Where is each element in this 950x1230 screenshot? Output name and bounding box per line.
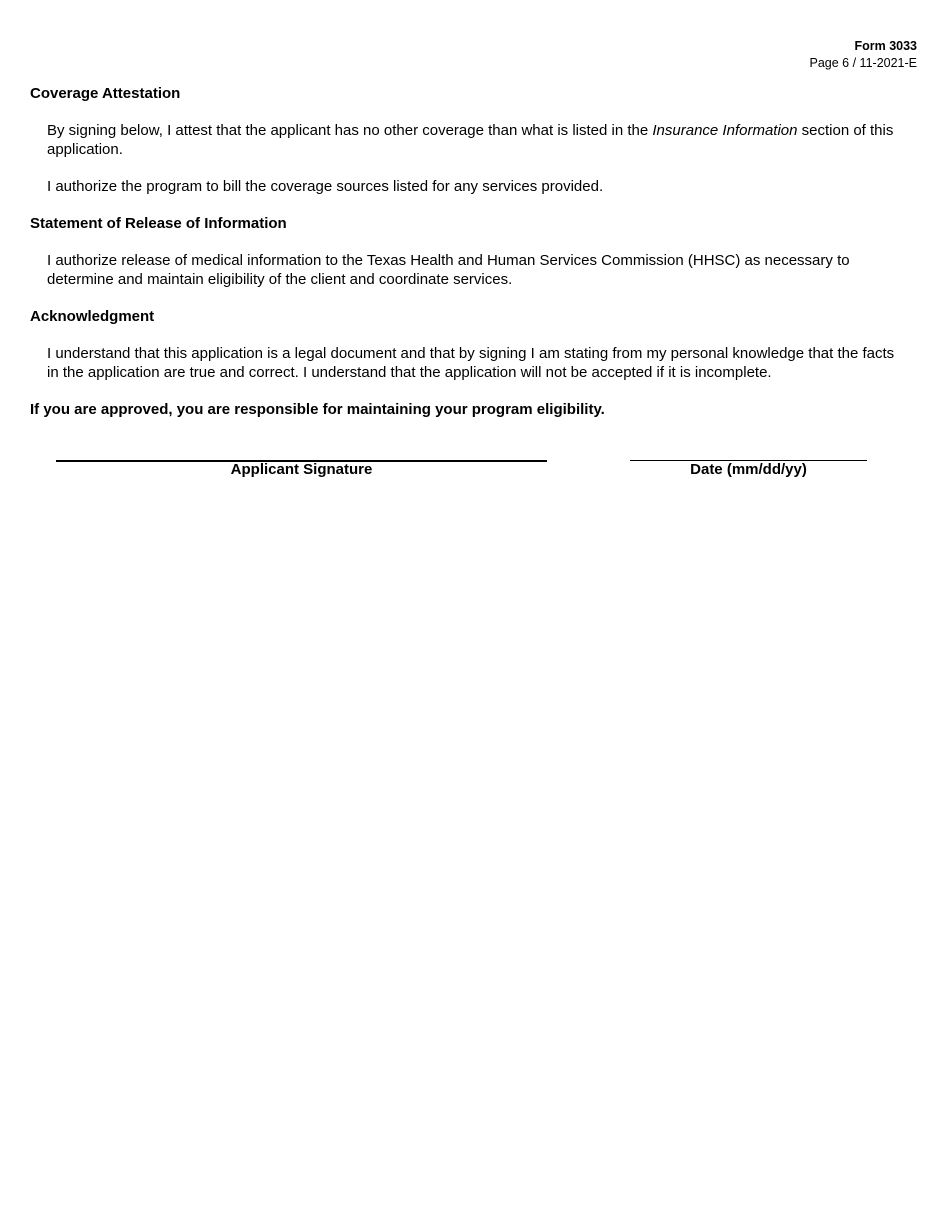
billing-authorization-paragraph: I authorize the program to bill the coverage sources listed for any services provided. [47,178,604,195]
coverage-attestation-heading: Coverage Attestation [30,85,181,102]
eligibility-responsibility-statement: If you are approved, you are responsible for maintaining your program eligibility. [30,401,605,418]
acknowledgment-heading: Acknowledgment [30,308,155,325]
form-content [30,84,902,419]
release-of-information-paragraph: I authorize release of medical information to the Texas Health and Human Services Commission (HHSC) as necessary to determine and maintain eligibility of the client and coordinate services. [47,252,850,288]
coverage-attestation-text-start: By signing below, I attest that the applicant has no other coverage than what is listed in the [47,122,653,139]
page-info: Page 6 / 11-2021-E [809,56,917,70]
release-of-information-heading: Statement of Release of Information [30,215,287,232]
insurance-information-reference: Insurance Information [652,122,798,139]
coverage-attestation-paragraph [47,121,902,159]
form-header [810,38,917,72]
acknowledgment-paragraph: I understand that this application is a legal document and that by signing I am stating from my personal knowledge that the facts in the application are true and correct. I understand that the application will not be accepted if it is incomplete. [47,345,895,381]
applicant-signature-label: Applicant Signature [230,461,373,478]
date-label: Date (mm/dd/yy) [690,461,807,478]
coverage-attestation-text-end: section of this application. [47,122,894,158]
form-number: Form 3033 [854,39,917,53]
